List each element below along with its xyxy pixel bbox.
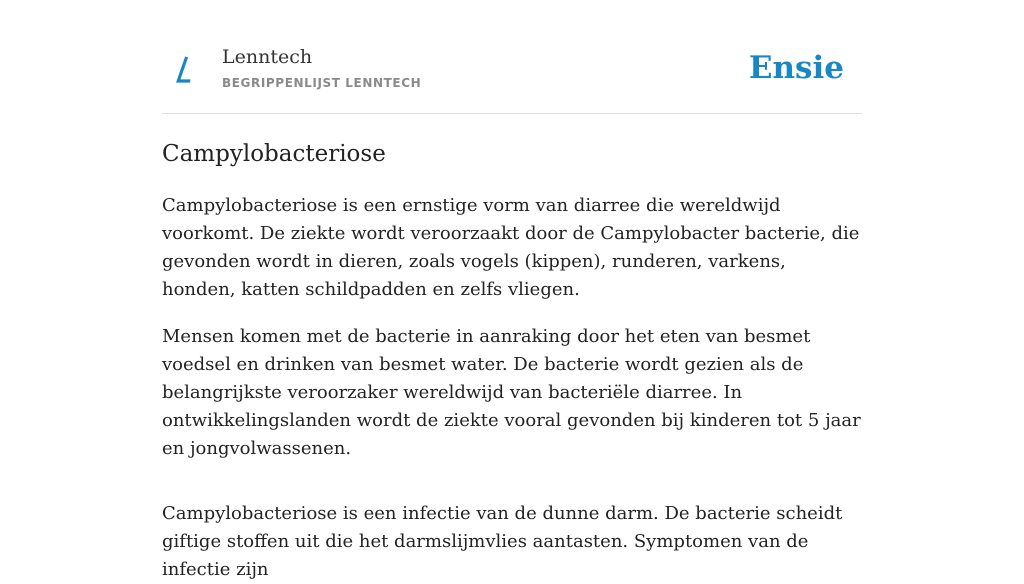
site-name[interactable]: Lenntech	[222, 46, 313, 68]
page-title: Campylobacteriose	[162, 141, 386, 167]
ensie-brand-link[interactable]: Ensie	[748, 50, 844, 86]
header	[162, 0, 862, 114]
lenntech-logo-icon[interactable]	[176, 54, 194, 84]
page	[162, 0, 862, 584]
paragraph: Campylobacteriose is een infectie van de dunne darm. De bacterie scheidt giftige stoffen uit die het darmslijmvlies aantasten. Symptomen van de infectie zijn	[162, 503, 843, 580]
site-subtitle: BEGRIPPENLIJST LENNTECH	[222, 76, 422, 90]
paragraph: Campylobacteriose is een ernstige vorm van diarree die wereldwijd voorkomt. De ziekte wordt veroorzaakt door de Campylobacter bacterie, die gevonden wordt in dieren, zoals vogels (kippen), runderen, varkens, honden, katten schildpadden en zelfs vliegen.	[162, 195, 860, 300]
paragraph: Mensen komen met de bacterie in aanraking door het eten van besmet voedsel en drinken van besmet water. De bacterie wordt gezien als de belangrijkste veroorzaker wereldwijd van bacteriële diarree. In ontwikkelingslanden wordt de ziekte vooral gevonden bij kinderen tot 5 jaar en jongvolwassenen.	[162, 326, 861, 459]
article-body	[162, 192, 862, 584]
